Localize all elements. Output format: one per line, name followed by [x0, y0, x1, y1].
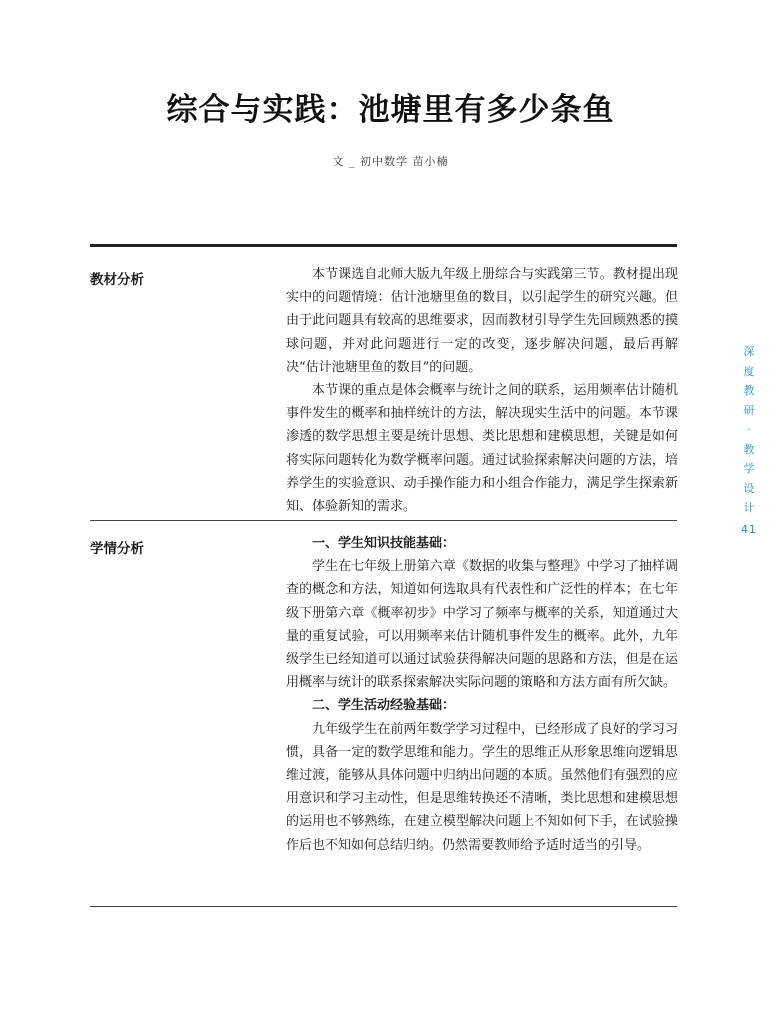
section-label-textbook-analysis: 教材分析 — [90, 272, 144, 288]
byline: 文 _ 初中数学 苗小楠 — [332, 155, 449, 168]
side-char: · — [747, 423, 751, 436]
side-column-label — [742, 342, 756, 518]
top-rule — [90, 244, 677, 247]
section-body-student-analysis — [286, 532, 678, 857]
side-char: 教 — [743, 384, 755, 397]
subheading: 一、学生知识技能基础： — [312, 536, 456, 551]
side-char: 深 — [743, 345, 755, 358]
subheading: 二、学生活动经验基础： — [312, 698, 456, 714]
side-char: 学 — [743, 462, 755, 475]
side-char: 教 — [743, 442, 755, 456]
section-divider — [90, 520, 677, 521]
page-number: 41 — [741, 523, 757, 536]
side-char: 研 — [743, 403, 755, 417]
side-char: 度 — [743, 364, 755, 378]
section-label-student-analysis: 学情分析 — [90, 541, 144, 557]
article-title: 综合与实践：池塘里有多少条鱼 — [166, 92, 615, 128]
bottom-rule — [90, 906, 677, 907]
paragraph: 九年级学生在前两年数学学习过程中，已经形成了良好的学习习惯，具备一定的数学思维和能力。学生的思维正从形象思维向逻辑思维过渡，能够从具体问题中归纳出问题的本质。虽然他们有强烈的应用意识和学习主动性，但是思维转换还不清晰，类比思想和建模思想的运用也不够熟练，在建立模型解决问题上不知如何下手，在试验操作后也不知如何总结归纳。仍然需要教师给予适时适当的引导。 — [286, 721, 678, 853]
side-char: 计 — [743, 501, 755, 514]
side-char: 设 — [743, 481, 755, 495]
paragraph: 本节课的重点是体会概率与统计之间的联系，运用频率估计随机事件发生的概率和抽样统计的方法，解决现实生活中的问题。本节课渗透的数学思想主要是统计思想、类比思想和建模思想，关键是如何将实际问题转化为数学概率问题。通过试验探索解决问题的方法，培养学生的实验意识、动手操作能力和小组合作能力，满足学生探索新知、体验新知的需求。 — [286, 383, 678, 515]
section-body-textbook-analysis — [286, 263, 678, 518]
paragraph: 本节课选自北师大版九年级上册综合与实践第三节。教材提出现实中的问题情境：估计池塘里鱼的数目，以引起学生的研究兴趣。但由于此问题具有较高的思维要求，因而教材引导学生先回顾熟悉的摸球问题，并对此问题进行一定的改变，逐步解决问题，最后再解决“估计池塘里鱼的数目”的问题。 — [286, 267, 678, 375]
paragraph: 学生在七年级上册第六章《数据的收集与整理》中学习了抽样调查的概念和方法，知道如何选取具有代表性和广泛性的样本；在七年级下册第六章《概率初步》中学习了频率与概率的关系，知道通过大量的重复试验，可以用频率来估计随机事件发生的概率。此外，九年级学生已经知道可以通过试验获得解决问题的思路和方法，但是在运用概率与统计的联系探索解决实际问题的策略和方法方面有所欠缺。 — [286, 559, 678, 691]
